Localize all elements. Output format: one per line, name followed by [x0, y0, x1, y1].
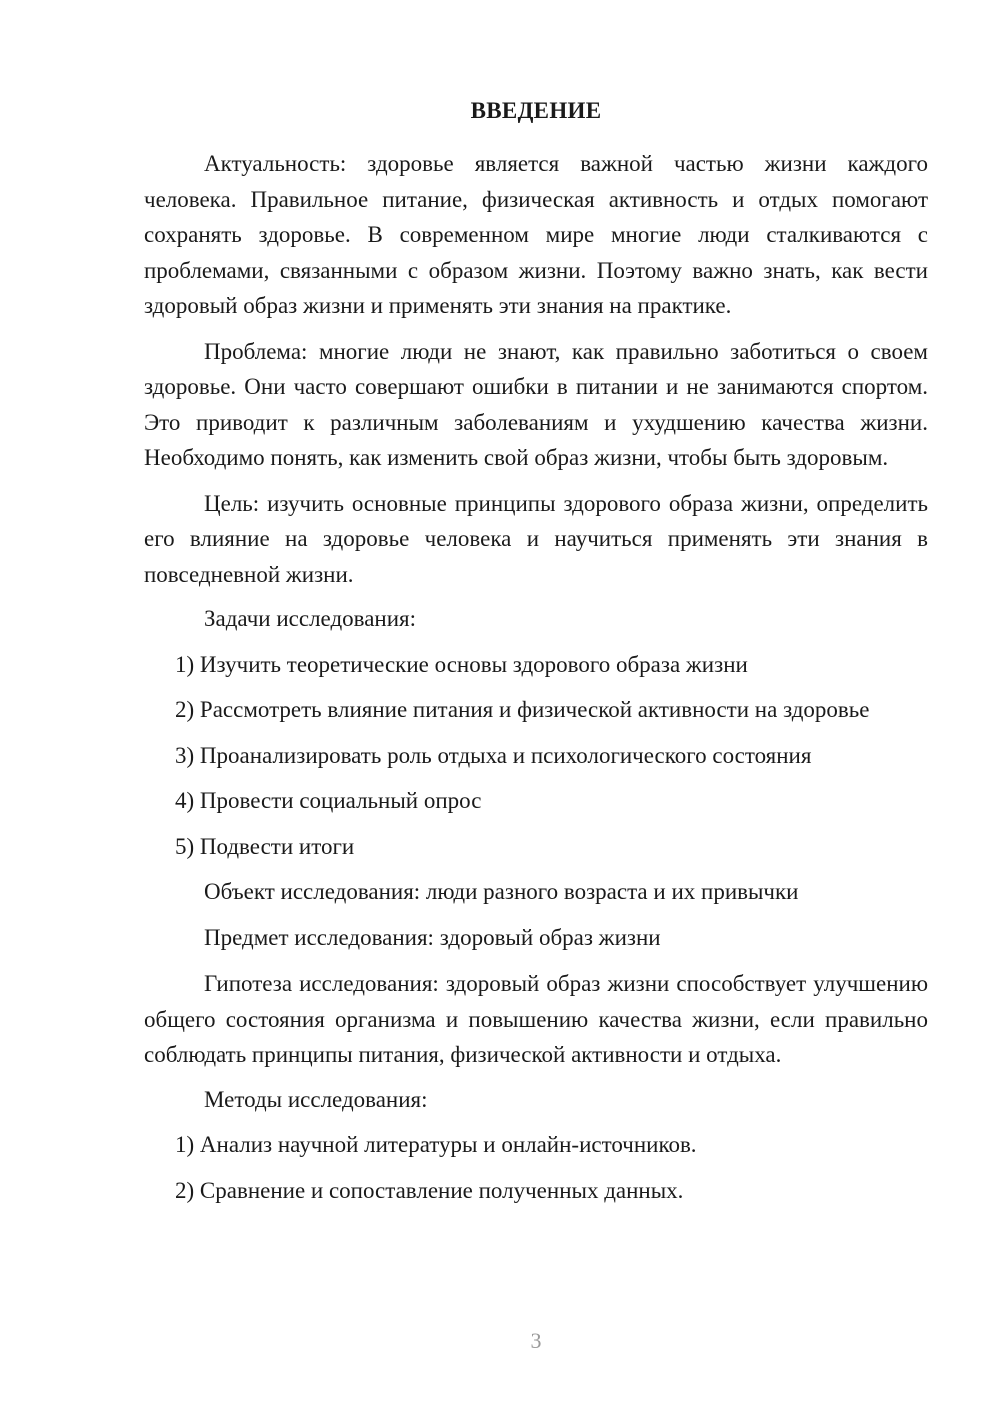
problem-paragraph: Проблема: многие люди не знают, как правильно заботиться о своем здоровье. Они часто совершают ошибки в питании и не занимаются спортом. Это приводит к различным заболеваниям и ухудшению качества жизни. Необходимо понять, как изменить свой образ жизни, чтобы быть здоровым.: [144, 338, 928, 470]
goal-paragraph: Цель: изучить основные принципы здорового образа жизни, определить его влияние на здоровье человека и научиться применять эти знания в повседневной жизни.: [144, 490, 928, 587]
task-item: 4) Провести социальный опрос: [175, 788, 482, 813]
task-item: 1) Изучить теоретические основы здорового образа жизни: [175, 651, 748, 677]
hypothesis-paragraph: Гипотеза исследования: здоровый образ жизни способствует улучшению общего состояния организма и повышению качества жизни, если правильно соблюдать принципы питания, физической активности и отдыха.: [144, 971, 928, 1067]
task-item: 5) Подвести итоги: [175, 833, 355, 859]
tasks-heading: Задачи исследования:: [204, 606, 417, 631]
page-title: ВВЕДЕНИЕ: [470, 98, 602, 123]
methods-heading: Методы исследования:: [204, 1086, 428, 1112]
method-item: 2) Сравнение и сопоставление полученных данных.: [175, 1177, 684, 1203]
research-subject: Предмет исследования: здоровый образ жизни: [204, 924, 661, 950]
task-item: 3) Проанализировать роль отдыха и психологического состояния: [175, 742, 812, 768]
method-item: 1) Анализ научной литературы и онлайн-источников.: [175, 1132, 697, 1157]
page-content: [144, 94, 928, 1219]
page-number: 3: [530, 1328, 542, 1353]
task-item: 2) Рассмотреть влияние питания и физической активности на здоровье: [175, 697, 870, 722]
relevance-paragraph: Актуальность: здоровье является важной частью жизни каждого человека. Правильное питание, физическая активность и отдых помогают сохранять здоровье. В современном мире многие люди сталкиваются с проблемами, связанными с образом жизни. Поэтому важно знать, как вести здоровый образ жизни и применять эти знания на практике.: [144, 151, 928, 318]
research-object: Объект исследования: люди разного возраста и их привычки: [204, 879, 799, 904]
